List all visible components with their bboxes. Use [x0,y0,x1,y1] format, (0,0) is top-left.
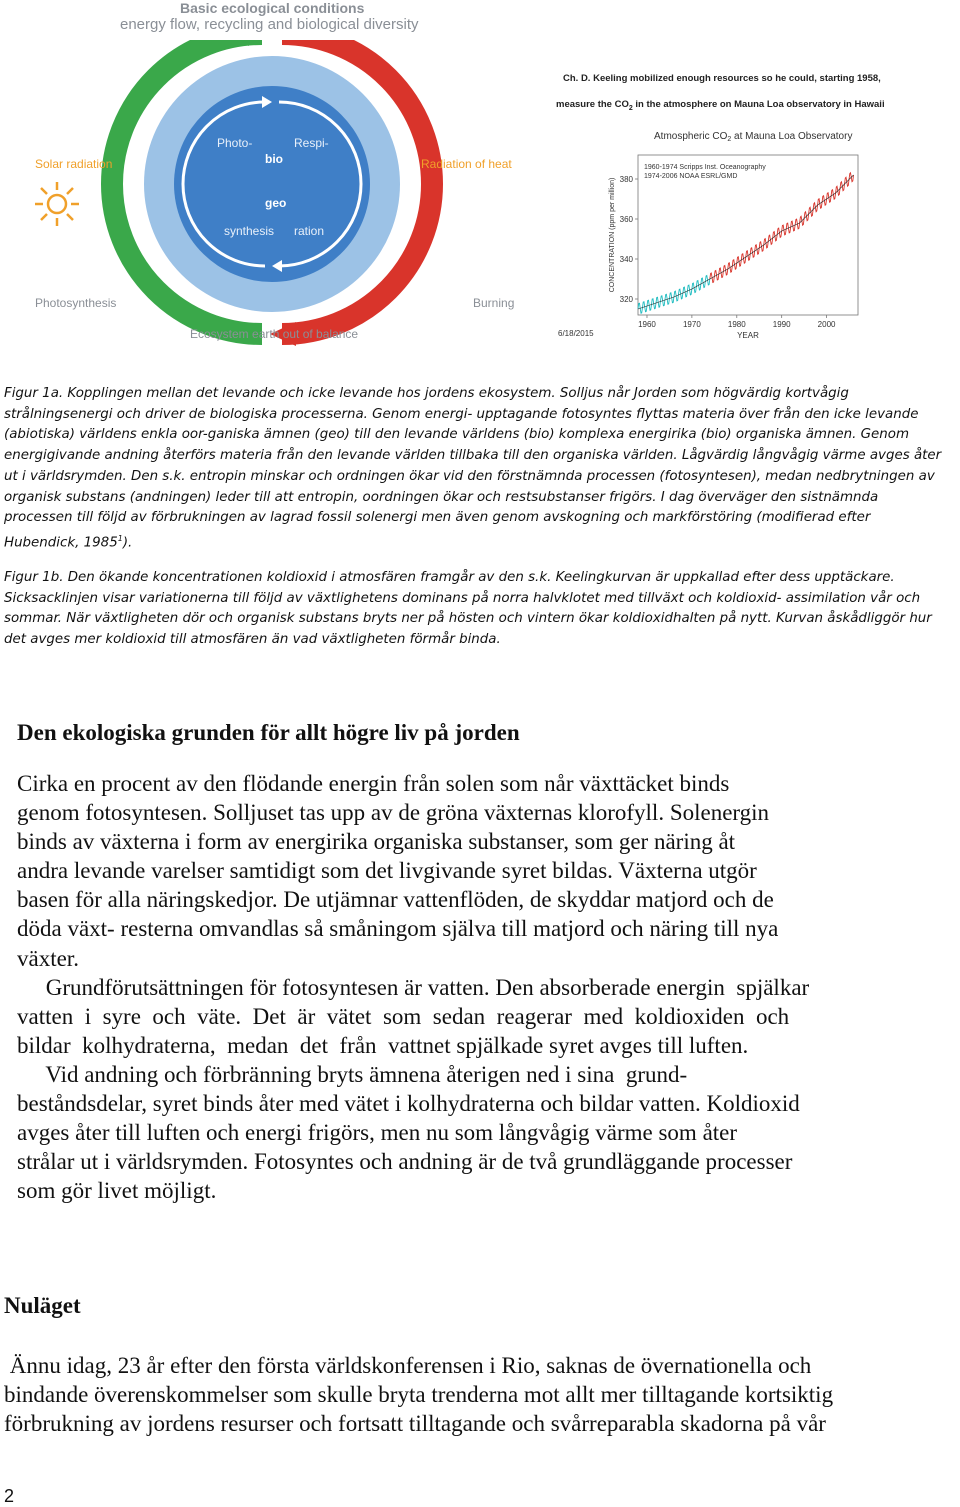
caption-line: organisk substans (andningen) leder till att entropin, oordningen ökar och restsubstanser frigörs. I dag överväger den sistnämnda [4,489,879,505]
figure-subtitle: energy flow, recycling and biological diversity [120,16,419,33]
body-line: Vid andning och förbränning bryts ämnena återigen ned i sina grund- [17,1061,688,1087]
body-line: vatten i syre och väte. Det är vätet som sedan reagerar med koldioxiden och [17,1003,790,1029]
body-line: Ännu idag, 23 år efter den första världskonferensen i Rio, saknas de övernationella och [4,1353,812,1378]
caption-line: sommar. När växtligheten dör och organisk substans bryts ner på hösten och vintern ökar koldioxidhalten på nytt. Kurvan åskådliggör hur [4,611,932,627]
body-line: döda växt- resterna omvandlas så småningom själva till matjord och näring till nya [17,916,779,942]
body-line: strålar ut i världsrymden. Fotosyntes och andning är de två grundläggande processer [17,1149,793,1175]
photosynthesis-label: Photosynthesis [35,296,117,310]
section-body [4,1351,833,1438]
caption-line: (abiotiska) världens enkla oor-ganiska ämnen (geo) till den levande världens (bio) komplexa energirika (bio) organiska ämnen. Genom [4,427,910,443]
page-number: 2 [4,1486,15,1506]
body-line: Grundförutsättningen för fotosyntesen är vatten. Den absorberade energin spjälkar [17,974,810,1000]
x-tick-label: 1980 [727,320,746,329]
chart-title: Atmospheric $CO_2$ at Mauna Loa Observatory [654,131,853,143]
figure-1a-caption [4,384,958,554]
caption-line: Figur 1b. Den ökande koncentrationen koldioxid i atmosfären framgår av den s.k. Keelingkurvan är uppkallad efter dess upptäckare. [4,570,895,585]
caption-line: energigivande andning återförs materia från den levande världen tillbaka till den organiska världen. Lågvärdig långvågig värme avges åter [4,448,942,464]
caption-line: Sicksacklinjen visar variationerna till följd av växtlighetens dominans på norra halvklotet med tillväxt och koldioxid- assimilation vår och [4,590,921,606]
body-line: förbrukning av jordens resurser och fortsatt tilltagande och svårreparabla skadorna på vår [4,1411,826,1437]
radiation-of-heat-label: Radiation of heat [421,157,512,171]
legend-entry: 1960-1974 Scripps Inst. Oceanography [644,164,766,171]
body-line: binds av växterna i form av energirika organiska substanser, som ger näring åt [17,829,736,855]
x-axis-label: YEAR [737,331,759,340]
series-line-1 [710,173,854,283]
x-tick-label: 2000 [817,320,836,329]
inner-blue-circle [174,86,370,282]
body-line: växter. [17,945,79,971]
co2-chart [600,125,880,340]
y-axis-label: CONCENTRATION (ppm per million) [609,177,616,293]
body-line: basen för alla näringskedjor. De utjämnar vattenflöden, de skyddar matjord och de [17,887,774,913]
chart-date: 6/18/2015 [558,329,594,338]
respi-label: Respi- [294,136,329,150]
bio-label: bio [265,152,283,166]
body-line: beståndsdelar, syret binds åter med vätet i kolhydraterna och bildar vatten. Koldioxid [17,1091,800,1117]
body-line: Cirka en procent av den flödande energin från solen som når växttäcket binds [17,771,730,796]
sun-icon [35,182,79,226]
y-tick-label: 320 [619,295,633,304]
y-tick-label: 360 [619,215,633,224]
x-tick-label: 1960 [638,320,656,329]
caption-line-last: Hubendick, 1985$^1$). [4,533,133,551]
y-tick-label: 380 [619,175,633,184]
body-line: bildar kolhydraterna, medan det från vattnet spjälkade syret avges till luften. [17,1032,749,1058]
figure-1b-caption [4,568,958,651]
legend-entry: 1974-2006 NOAA ESRL/GMD [644,173,738,180]
series-line-0 [638,276,710,314]
section-heading: Den ekologiska grunden för allt högre liv på jorden [17,720,520,745]
caption-line: det avges mer koldioxid till atmosfären än vad växtligheten förmår binda. [4,632,501,648]
solar-radiation-label: Solar radiation [35,157,113,171]
figure-title: Basic ecological conditions [180,0,365,16]
body-line: avges åter till luften och energi frigörs, men nu som långvågig värme som åter [17,1120,738,1146]
geo-label: geo [265,196,287,210]
body-line: andra levande varelser samtidigt som det livgivande syret bildas. Växterna utgör [17,858,757,884]
body-line: genom fotosyntesen. Solljuset tas upp av de gröna växternas klorofyll. Solenergin [17,800,770,826]
x-tick-label: 1990 [772,320,791,329]
section-heading: Nuläget [4,1293,81,1318]
photo-label: Photo- [217,136,253,150]
body-line: bindande överenskommelser som skulle bryta trenderna mot allt mer tilltagande kortsiktig [4,1382,834,1408]
caption-line: strålningsenergi och driver de biologiska processerna. Genom energi- upptagande fotosyntes flyttas materia över från den icke levande [4,406,919,422]
ecosystem-caption: Ecosystem earth out of balance [190,327,359,341]
keeling-header-line2: measure the $CO_2$ in the atmosphere on Mauna Loa observatory in Hawaii [556,99,885,112]
x-tick-label: 1970 [682,320,701,329]
caption-line: Figur 1a. Kopplingen mellan det levande och icke levande hos jordens ekosystem. Solljus når Jorden som högvärdig kortvågig [4,386,849,401]
caption-line: processen till följd av förbrukningen av lagrad fossil solenergi men även genom avskogning och markförstöring (modifierad efter [4,510,871,526]
ration-label: ration [294,224,325,238]
section-body [17,769,809,1205]
caption-line: ut i världsrymden. Den s.k. entropin minskar och ordningen ökar vid den förstnämnda processen (fotosyntesen), medan nedbrytningen av [4,468,935,484]
burning-label: Burning [473,296,515,310]
keeling-header-line1: Ch. D. Keeling mobilized enough resources so he could, starting 1958, [563,73,881,84]
body-line: som gör livet möjligt. [17,1178,217,1204]
synthesis-label: synthesis [224,224,275,238]
y-tick-label: 340 [619,255,633,264]
